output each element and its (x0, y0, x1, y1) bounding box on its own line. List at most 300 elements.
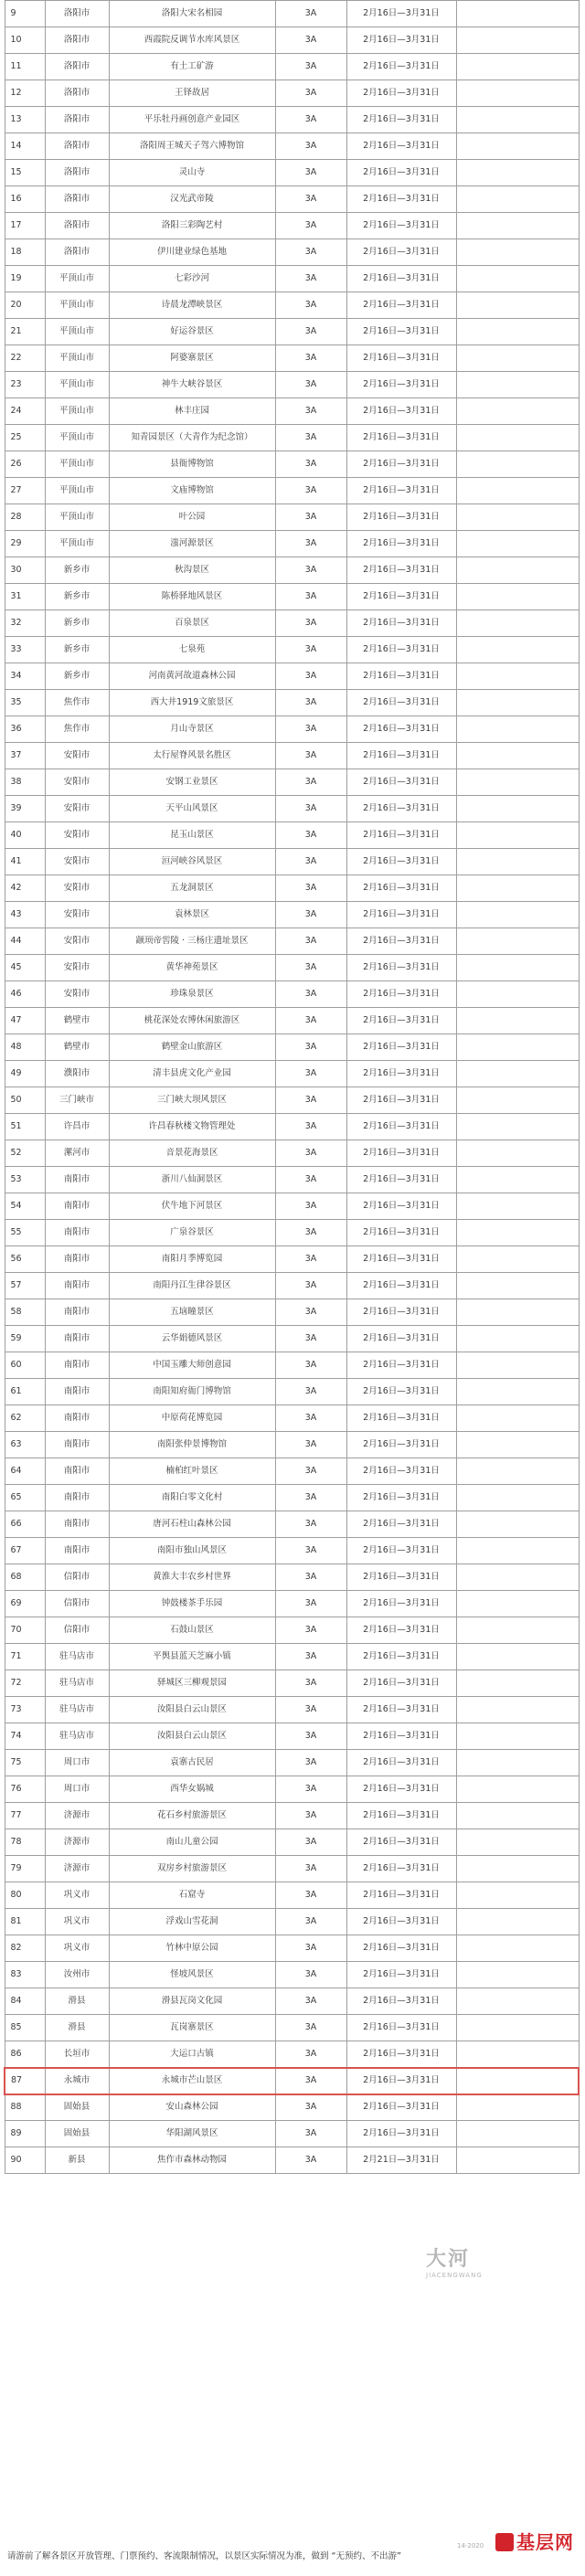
open-period-cell: 2月16日—3月31日 (346, 1140, 456, 1167)
table-body (5, 1, 579, 2174)
rating-cell: 3A (275, 133, 346, 160)
scenic-spot-name: 阿婆寨景区 (109, 345, 275, 372)
row-number: 64 (5, 1458, 45, 1485)
table-row (5, 1273, 579, 1299)
scenic-spot-name: 百泉景区 (109, 610, 275, 637)
open-period-cell: 2月16日—3月31日 (346, 663, 456, 690)
open-period-cell: 2月16日—3月31日 (346, 239, 456, 266)
row-number: 21 (5, 319, 45, 345)
city-cell: 周口市 (45, 1776, 109, 1803)
table-row (5, 1167, 579, 1193)
open-period-cell: 2月16日—3月31日 (346, 160, 456, 186)
open-period-cell: 2月16日—3月31日 (346, 875, 456, 902)
city-cell: 南阳市 (45, 1193, 109, 1220)
row-number: 14 (5, 133, 45, 160)
table-row (5, 663, 579, 690)
city-cell: 南阳市 (45, 1432, 109, 1458)
city-cell: 洛阳市 (45, 54, 109, 80)
row-number: 72 (5, 1670, 45, 1697)
city-cell: 平顶山市 (45, 319, 109, 345)
empty-cell (456, 2015, 579, 2041)
open-period-cell: 2月16日—3月31日 (346, 928, 456, 955)
scenic-spot-name: 县衙博物馆 (109, 451, 275, 478)
empty-cell (456, 1538, 579, 1564)
open-period-cell: 2月16日—3月31日 (346, 2015, 456, 2041)
scenic-spot-name: 竹林中原公园 (109, 1935, 275, 1962)
table-row (5, 239, 579, 266)
city-cell: 平顶山市 (45, 425, 109, 451)
open-period-cell: 2月16日—3月31日 (346, 504, 456, 531)
city-cell: 驻马店市 (45, 1723, 109, 1750)
rating-cell: 3A (275, 372, 346, 398)
row-number: 61 (5, 1379, 45, 1405)
scenic-spot-name: 焦作市森林动物园 (109, 2147, 275, 2174)
rating-cell: 3A (275, 2015, 346, 2041)
scenic-spot-name: 驿城区三柳观景园 (109, 1670, 275, 1697)
city-cell: 驻马店市 (45, 1697, 109, 1723)
empty-cell (456, 1750, 579, 1776)
empty-cell (456, 1, 579, 27)
open-period-cell: 2月16日—3月31日 (346, 1167, 456, 1193)
empty-cell (456, 1617, 579, 1644)
empty-cell (456, 1114, 579, 1140)
scenic-spot-name: 永城市芒山景区 (109, 2068, 275, 2094)
table-row (5, 769, 579, 796)
table-row (5, 1909, 579, 1935)
open-period-cell: 2月16日—3月31日 (346, 769, 456, 796)
scenic-spot-name: 西霞院反调节水库风景区 (109, 27, 275, 54)
rating-cell: 3A (275, 637, 346, 663)
city-cell: 平顶山市 (45, 345, 109, 372)
empty-cell (456, 796, 579, 822)
open-period-cell: 2月16日—3月31日 (346, 1829, 456, 1856)
row-number: 15 (5, 160, 45, 186)
scenic-spot-name: 大运口古镇 (109, 2041, 275, 2068)
empty-cell (456, 1432, 579, 1458)
row-number: 67 (5, 1538, 45, 1564)
row-number: 49 (5, 1061, 45, 1087)
city-cell: 济源市 (45, 1803, 109, 1829)
table-row (5, 1697, 579, 1723)
empty-cell (456, 1988, 579, 2015)
empty-cell (456, 1644, 579, 1670)
open-period-cell: 2月16日—3月31日 (346, 1697, 456, 1723)
rating-cell: 3A (275, 1935, 346, 1962)
open-period-cell: 2月21日—3月31日 (346, 2147, 456, 2174)
rating-cell: 3A (275, 902, 346, 928)
empty-cell (456, 716, 579, 743)
open-period-cell: 2月16日—3月31日 (346, 2121, 456, 2147)
watermark-logo (426, 2243, 483, 2279)
table-row (5, 1246, 579, 1273)
table-row (5, 1034, 579, 1061)
rating-cell: 3A (275, 610, 346, 637)
scenic-spot-name: 汉光武帝陵 (109, 186, 275, 213)
empty-cell (456, 1220, 579, 1246)
scenic-spot-name: 唐河石柱山森林公园 (109, 1511, 275, 1538)
row-number: 24 (5, 398, 45, 425)
open-period-cell: 2月16日—3月31日 (346, 1246, 456, 1273)
rating-cell: 3A (275, 1909, 346, 1935)
row-number: 71 (5, 1644, 45, 1670)
empty-cell (456, 902, 579, 928)
empty-cell (456, 1405, 579, 1432)
open-period-cell: 2月16日—3月31日 (346, 1882, 456, 1909)
table-row (5, 451, 579, 478)
row-number: 11 (5, 54, 45, 80)
rating-cell: 3A (275, 425, 346, 451)
empty-cell (456, 1193, 579, 1220)
scenic-spot-name: 洛阳大宋名相园 (109, 1, 275, 27)
row-number: 23 (5, 372, 45, 398)
open-period-cell: 2月16日—3月31日 (346, 1193, 456, 1220)
table-row (5, 928, 579, 955)
city-cell: 焦作市 (45, 690, 109, 716)
row-number: 60 (5, 1352, 45, 1379)
city-cell: 永城市 (45, 2068, 109, 2094)
rating-cell: 3A (275, 1697, 346, 1723)
table-row (5, 80, 579, 107)
empty-cell (456, 478, 579, 504)
empty-cell (456, 822, 579, 849)
table-row (5, 2041, 579, 2068)
empty-cell (456, 292, 579, 319)
rating-cell: 3A (275, 1723, 346, 1750)
table-row (5, 637, 579, 663)
empty-cell (456, 425, 579, 451)
city-cell: 南阳市 (45, 1167, 109, 1193)
row-number: 36 (5, 716, 45, 743)
rating-cell: 3A (275, 1538, 346, 1564)
empty-cell (456, 54, 579, 80)
empty-cell (456, 213, 579, 239)
table-row (5, 1591, 579, 1617)
scenic-spot-name: 许昌春秋楼文物管理处 (109, 1114, 275, 1140)
table-row (5, 1538, 579, 1564)
empty-cell (456, 1008, 579, 1034)
empty-cell (456, 1352, 579, 1379)
empty-cell (456, 769, 579, 796)
rating-cell: 3A (275, 107, 346, 133)
open-period-cell: 2月16日—3月31日 (346, 2041, 456, 2068)
scenic-spot-name: 洹河峡谷风景区 (109, 849, 275, 875)
rating-cell: 3A (275, 1246, 346, 1273)
empty-cell (456, 2094, 579, 2121)
row-number: 12 (5, 80, 45, 107)
scenic-spot-name: 昆玉山景区 (109, 822, 275, 849)
table-row (5, 2147, 579, 2174)
open-period-cell: 2月16日—3月31日 (346, 1, 456, 27)
city-cell: 济源市 (45, 1829, 109, 1856)
row-number: 54 (5, 1193, 45, 1220)
table-row (5, 372, 579, 398)
empty-cell (456, 1458, 579, 1485)
row-number: 79 (5, 1856, 45, 1882)
empty-cell (456, 2147, 579, 2174)
table-row (5, 955, 579, 981)
empty-cell (456, 107, 579, 133)
scenic-spot-name: 七彩沙河 (109, 266, 275, 292)
site-watermark (495, 2528, 574, 2554)
city-cell: 平顶山市 (45, 266, 109, 292)
city-cell: 新乡市 (45, 637, 109, 663)
table-row (5, 1723, 579, 1750)
empty-cell (456, 1246, 579, 1273)
row-number: 28 (5, 504, 45, 531)
open-period-cell: 2月16日—3月31日 (346, 398, 456, 425)
open-period-cell: 2月16日—3月31日 (346, 1538, 456, 1564)
table-row (5, 1511, 579, 1538)
rating-cell: 3A (275, 875, 346, 902)
empty-cell (456, 1856, 579, 1882)
rating-cell: 3A (275, 1644, 346, 1670)
rating-cell: 3A (275, 557, 346, 584)
row-number: 56 (5, 1246, 45, 1273)
open-period-cell: 2月16日—3月31日 (346, 1935, 456, 1962)
row-number: 63 (5, 1432, 45, 1458)
row-number: 46 (5, 981, 45, 1008)
row-number: 80 (5, 1882, 45, 1909)
open-period-cell: 2月16日—3月31日 (346, 451, 456, 478)
city-cell: 洛阳市 (45, 213, 109, 239)
open-period-cell: 2月16日—3月31日 (346, 849, 456, 875)
rating-cell: 3A (275, 822, 346, 849)
row-number: 84 (5, 1988, 45, 2015)
scenic-spot-name: 有土工矿游 (109, 54, 275, 80)
row-number: 45 (5, 955, 45, 981)
open-period-cell: 2月16日—3月31日 (346, 690, 456, 716)
scenic-spot-name: 音景花海景区 (109, 1140, 275, 1167)
scenic-spot-name: 南阳白零文化村 (109, 1485, 275, 1511)
open-period-cell: 2月16日—3月31日 (346, 557, 456, 584)
empty-cell (456, 27, 579, 54)
empty-cell (456, 663, 579, 690)
row-number: 43 (5, 902, 45, 928)
table-row (5, 1432, 579, 1458)
open-period-cell: 2月16日—3月31日 (346, 981, 456, 1008)
city-cell: 新乡市 (45, 557, 109, 584)
watermark-logo-subtext: JIACENGWANG (426, 2272, 483, 2279)
rating-cell: 3A (275, 1988, 346, 2015)
row-number: 29 (5, 531, 45, 557)
row-number: 55 (5, 1220, 45, 1246)
scenic-spot-name: 鹤壁金山旅游区 (109, 1034, 275, 1061)
watermark-logo-text: 大河 (426, 2248, 471, 2271)
open-period-cell: 2月16日—3月31日 (346, 1670, 456, 1697)
city-cell: 南阳市 (45, 1379, 109, 1405)
city-cell: 平顶山市 (45, 504, 109, 531)
scenic-spot-name: 南山儿童公园 (109, 1829, 275, 1856)
city-cell: 巩义市 (45, 1882, 109, 1909)
rating-cell: 3A (275, 292, 346, 319)
city-cell: 洛阳市 (45, 133, 109, 160)
empty-cell (456, 1273, 579, 1299)
table-row (5, 2094, 579, 2121)
scenic-spot-name: 西华女娲城 (109, 1776, 275, 1803)
table-row (5, 266, 579, 292)
city-cell: 洛阳市 (45, 160, 109, 186)
city-cell: 南阳市 (45, 1299, 109, 1326)
rating-cell: 3A (275, 1008, 346, 1034)
scenic-spot-name: 诗晨龙潭峡景区 (109, 292, 275, 319)
scenic-spot-name: 中国玉雕大师创意园 (109, 1352, 275, 1379)
open-period-cell: 2月16日—3月31日 (346, 266, 456, 292)
table-row (5, 902, 579, 928)
open-period-cell: 2月16日—3月31日 (346, 1114, 456, 1140)
table-row (5, 1564, 579, 1591)
rating-cell: 3A (275, 1856, 346, 1882)
open-period-cell: 2月16日—3月31日 (346, 319, 456, 345)
scenic-spot-name: 南阳张仲景博物馆 (109, 1432, 275, 1458)
row-number: 52 (5, 1140, 45, 1167)
rating-cell: 3A (275, 1776, 346, 1803)
row-number: 62 (5, 1405, 45, 1432)
table-row (5, 1405, 579, 1432)
empty-cell (456, 1034, 579, 1061)
rating-cell: 3A (275, 2041, 346, 2068)
rating-cell: 3A (275, 80, 346, 107)
open-period-cell: 2月16日—3月31日 (346, 1909, 456, 1935)
city-cell: 周口市 (45, 1750, 109, 1776)
row-number: 33 (5, 637, 45, 663)
open-period-cell: 2月16日—3月31日 (346, 372, 456, 398)
table-row (5, 107, 579, 133)
row-number: 57 (5, 1273, 45, 1299)
rating-cell: 3A (275, 1458, 346, 1485)
table-row (5, 1882, 579, 1909)
scenic-spot-name: 双房乡村旅游景区 (109, 1856, 275, 1882)
rating-cell: 3A (275, 266, 346, 292)
scenic-spot-name: 钟鼓楼茶手乐园 (109, 1591, 275, 1617)
table-row (5, 1352, 579, 1379)
scenic-spot-name: 文庙博物馆 (109, 478, 275, 504)
city-cell: 滑县 (45, 2015, 109, 2041)
table-row (5, 1087, 579, 1114)
empty-cell (456, 1882, 579, 1909)
table-row (5, 716, 579, 743)
row-number: 68 (5, 1564, 45, 1591)
row-number: 53 (5, 1167, 45, 1193)
row-number: 81 (5, 1909, 45, 1935)
empty-cell (456, 2041, 579, 2068)
table-row (5, 160, 579, 186)
city-cell: 南阳市 (45, 1326, 109, 1352)
scenic-spot-name: 叶公园 (109, 504, 275, 531)
rating-cell: 3A (275, 955, 346, 981)
scenic-spot-name: 珍珠泉景区 (109, 981, 275, 1008)
city-cell: 平顶山市 (45, 478, 109, 504)
empty-cell (456, 1776, 579, 1803)
open-period-cell: 2月16日—3月31日 (346, 186, 456, 213)
empty-cell (456, 1087, 579, 1114)
scenic-spot-name: 汝阳县白云山景区 (109, 1697, 275, 1723)
rating-cell: 3A (275, 2068, 346, 2094)
open-period-cell: 2月16日—3月31日 (346, 716, 456, 743)
table-row (5, 1750, 579, 1776)
empty-cell (456, 1299, 579, 1326)
row-number: 42 (5, 875, 45, 902)
empty-cell (456, 1909, 579, 1935)
table-row (5, 213, 579, 239)
empty-cell (456, 1326, 579, 1352)
row-number: 48 (5, 1034, 45, 1061)
table-row (5, 133, 579, 160)
scenic-spot-name: 平乐牡丹画创意产业园区 (109, 107, 275, 133)
open-period-cell: 2月16日—3月31日 (346, 213, 456, 239)
city-cell: 漯河市 (45, 1140, 109, 1167)
rating-cell: 3A (275, 1591, 346, 1617)
city-cell: 南阳市 (45, 1246, 109, 1273)
empty-cell (456, 1511, 579, 1538)
scenic-spot-name: 五龙洞景区 (109, 875, 275, 902)
table-row (5, 1988, 579, 2015)
open-period-cell: 2月16日—3月31日 (346, 27, 456, 54)
row-number: 51 (5, 1114, 45, 1140)
row-number: 86 (5, 2041, 45, 2068)
table-row (5, 1008, 579, 1034)
row-number: 69 (5, 1591, 45, 1617)
city-cell: 平顶山市 (45, 372, 109, 398)
table-row (5, 610, 579, 637)
city-cell: 洛阳市 (45, 1, 109, 27)
empty-cell (456, 1803, 579, 1829)
row-number: 73 (5, 1697, 45, 1723)
city-cell: 南阳市 (45, 1220, 109, 1246)
empty-cell (456, 1379, 579, 1405)
rating-cell: 3A (275, 1087, 346, 1114)
row-number: 90 (5, 2147, 45, 2174)
scenic-spot-name: 知青园景区（大青作为纪念馆） (109, 425, 275, 451)
city-cell: 南阳市 (45, 1405, 109, 1432)
empty-cell (456, 1723, 579, 1750)
row-number: 89 (5, 2121, 45, 2147)
city-cell: 滑县 (45, 1988, 109, 2015)
rating-cell: 3A (275, 1379, 346, 1405)
city-cell: 南阳市 (45, 1485, 109, 1511)
rating-cell: 3A (275, 1352, 346, 1379)
scenic-spot-name: 王铎故居 (109, 80, 275, 107)
rating-cell: 3A (275, 1140, 346, 1167)
scenic-spot-name: 七泉苑 (109, 637, 275, 663)
empty-cell (456, 849, 579, 875)
city-cell: 南阳市 (45, 1352, 109, 1379)
city-cell: 濮阳市 (45, 1061, 109, 1087)
empty-cell (456, 2068, 579, 2094)
scenic-spot-name: 浮戏山雪花洞 (109, 1909, 275, 1935)
rating-cell: 3A (275, 531, 346, 557)
city-cell: 巩义市 (45, 1935, 109, 1962)
scenic-spot-name: 颛顼帝喾陵 · 三杨庄遗址景区 (109, 928, 275, 955)
city-cell: 安阳市 (45, 981, 109, 1008)
scenic-spot-name: 南阳市独山风景区 (109, 1538, 275, 1564)
city-cell: 洛阳市 (45, 80, 109, 107)
empty-cell (456, 239, 579, 266)
scenic-spot-name: 黄华神苑景区 (109, 955, 275, 981)
table-row (5, 1670, 579, 1697)
row-number: 25 (5, 425, 45, 451)
rating-cell: 3A (275, 1193, 346, 1220)
rating-cell: 3A (275, 213, 346, 239)
open-period-cell: 2月16日—3月31日 (346, 1962, 456, 1988)
open-period-cell: 2月16日—3月31日 (346, 133, 456, 160)
table-row (5, 1379, 579, 1405)
city-cell: 信阳市 (45, 1591, 109, 1617)
table-row (5, 875, 579, 902)
open-period-cell: 2月16日—3月31日 (346, 1511, 456, 1538)
scenic-spot-name: 怪坡风景区 (109, 1962, 275, 1988)
row-number: 77 (5, 1803, 45, 1829)
rating-cell: 3A (275, 1326, 346, 1352)
